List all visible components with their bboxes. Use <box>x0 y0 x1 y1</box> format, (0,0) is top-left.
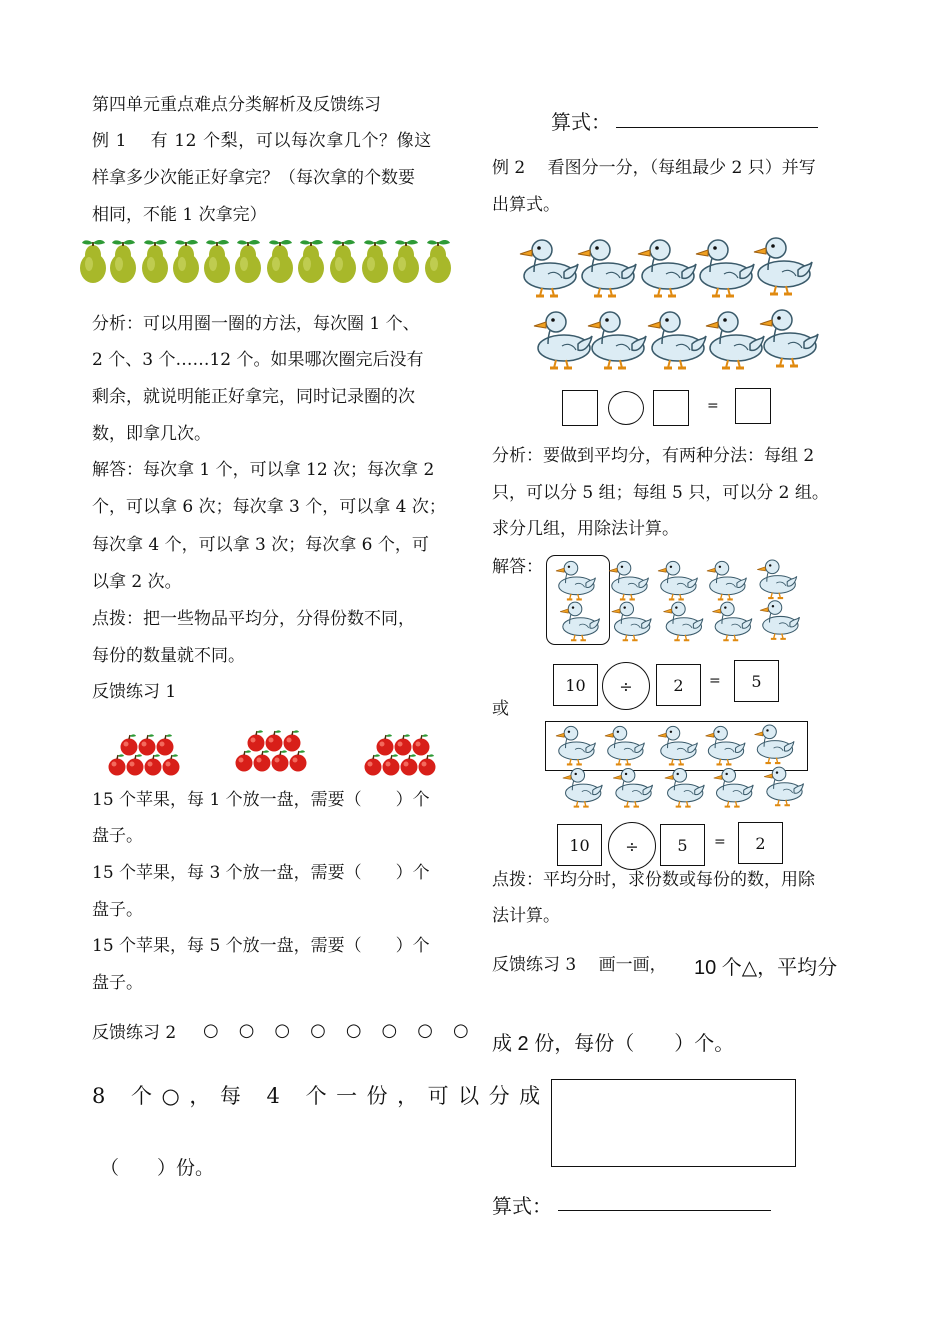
answer-line2: 个，可以拿 6 次；每次拿 3 个，可以拿 4 次； <box>92 497 446 517</box>
answer-line3: 每次拿 4 个，可以拿 3 次；每次拿 6 个，可 <box>92 535 429 555</box>
feedback2-line1: 8 个○，每 4 个一份，可以分成 <box>92 1084 550 1108</box>
formula-answer-line-bottom[interactable] <box>558 1210 771 1211</box>
tip2-line2: 法计算。 <box>492 906 560 926</box>
answer-line1: 解答：每次拿 1 个，可以拿 12 次；每次拿 2 <box>92 460 435 480</box>
example1-line3: 相同，不能 1 次拿完） <box>92 205 267 225</box>
feedback1-q1: 15 个苹果，每 1 个放一盘，需要（ ）个 <box>92 790 430 810</box>
answer-box-result[interactable] <box>735 388 771 424</box>
equals-sign: = <box>707 398 719 414</box>
formula-label-bottom: 算式： <box>492 1194 552 1218</box>
eq1-operand-b[interactable]: 2 <box>656 664 701 706</box>
ducks-grouped-by-five <box>556 725 816 809</box>
feedback2-line2: （ ）份。 <box>100 1157 215 1179</box>
apples-group-2 <box>235 730 311 776</box>
feedback1-q2: 15 个苹果，每 3 个放一盘，需要（ ）个 <box>92 863 430 883</box>
formula-label-top: 算式： <box>551 110 611 134</box>
or-label: 或 <box>492 699 509 719</box>
answer-line4: 以拿 2 次。 <box>92 572 182 592</box>
pears-illustration <box>78 240 458 286</box>
feedback1-q2-cont: 盘子。 <box>92 900 143 920</box>
feedback2-circles: ○ ○ ○ ○ ○ ○ ○ ○ <box>203 1020 470 1041</box>
eq2-equals: = <box>714 834 726 850</box>
page-title: 第四单元重点难点分类解析及反馈练习 <box>92 95 381 115</box>
apples-group-1 <box>108 734 184 780</box>
operator-circle[interactable] <box>608 391 644 425</box>
apples-group-3 <box>364 734 440 780</box>
ducks-illustration <box>520 238 810 378</box>
feedback3-line2: 成 2 份，每份（ ）个。 <box>492 1033 735 1055</box>
feedback1-title: 反馈练习 1 <box>92 682 177 702</box>
example2-line1: 例 2 看图分一分，（每组最少 2 只）并写 <box>492 158 816 178</box>
feedback3-big-text: 10 个△，平均分 <box>694 957 838 979</box>
feedback2-title: 反馈练习 2 <box>92 1023 177 1043</box>
analysis-line1: 分析：可以用圈一圈的方法，每次圈 1 个、 <box>92 314 420 334</box>
feedback3-prefix: 反馈练习 3 画一画， <box>492 955 667 975</box>
feedback1-q3-cont: 盘子。 <box>92 973 143 993</box>
analysis2-line1: 分析：要做到平均分，有两种分法：每组 2 <box>492 446 815 466</box>
feedback1-q1-cont: 盘子。 <box>92 826 143 846</box>
formula-answer-line-top[interactable] <box>616 127 818 128</box>
tip-line1: 点拨：把一些物品平均分，分得份数不同， <box>92 609 415 629</box>
drawing-area[interactable] <box>551 1079 796 1167</box>
eq1-operand-a[interactable]: 10 <box>553 664 598 706</box>
eq1-result[interactable]: 5 <box>734 660 779 702</box>
feedback1-q3: 15 个苹果，每 5 个放一盘，需要（ ）个 <box>92 936 430 956</box>
analysis-line2: 2 个、3 个……12 个。如果哪次圈完后没有 <box>92 350 424 370</box>
analysis-line4: 数，即拿几次。 <box>92 424 211 444</box>
answer-box-1[interactable] <box>562 390 598 426</box>
example2-line2: 出算式。 <box>492 195 560 215</box>
eq2-operand-a[interactable]: 10 <box>557 824 602 866</box>
eq1-equals: = <box>709 673 721 689</box>
analysis-line3: 剩余，就说明能正好拿完，同时记录圈的次 <box>92 387 415 407</box>
eq2-result[interactable]: 2 <box>738 822 783 864</box>
eq2-operand-b[interactable]: 5 <box>660 824 705 866</box>
analysis2-line2: 只，可以分 5 组；每组 5 只，可以分 2 组。 <box>492 483 829 503</box>
analysis2-line3: 求分几组，用除法计算。 <box>492 519 679 539</box>
eq1-operator[interactable]: ÷ <box>602 662 650 710</box>
answer2-label: 解答： <box>492 557 543 577</box>
answer-box-2[interactable] <box>653 390 689 426</box>
ducks-grouped-by-two <box>556 560 816 644</box>
example1-line1: 例 1 有 12 个梨，可以每次拿几个？像这 <box>92 131 432 151</box>
tip2-line1: 点拨：平均分时，求份数或每份的数，用除 <box>492 870 815 890</box>
example1-line2: 样拿多少次能正好拿完？（每次拿的个数要 <box>92 168 415 188</box>
eq2-operator[interactable]: ÷ <box>608 822 656 870</box>
tip-line2: 每份的数量就不同。 <box>92 646 245 666</box>
